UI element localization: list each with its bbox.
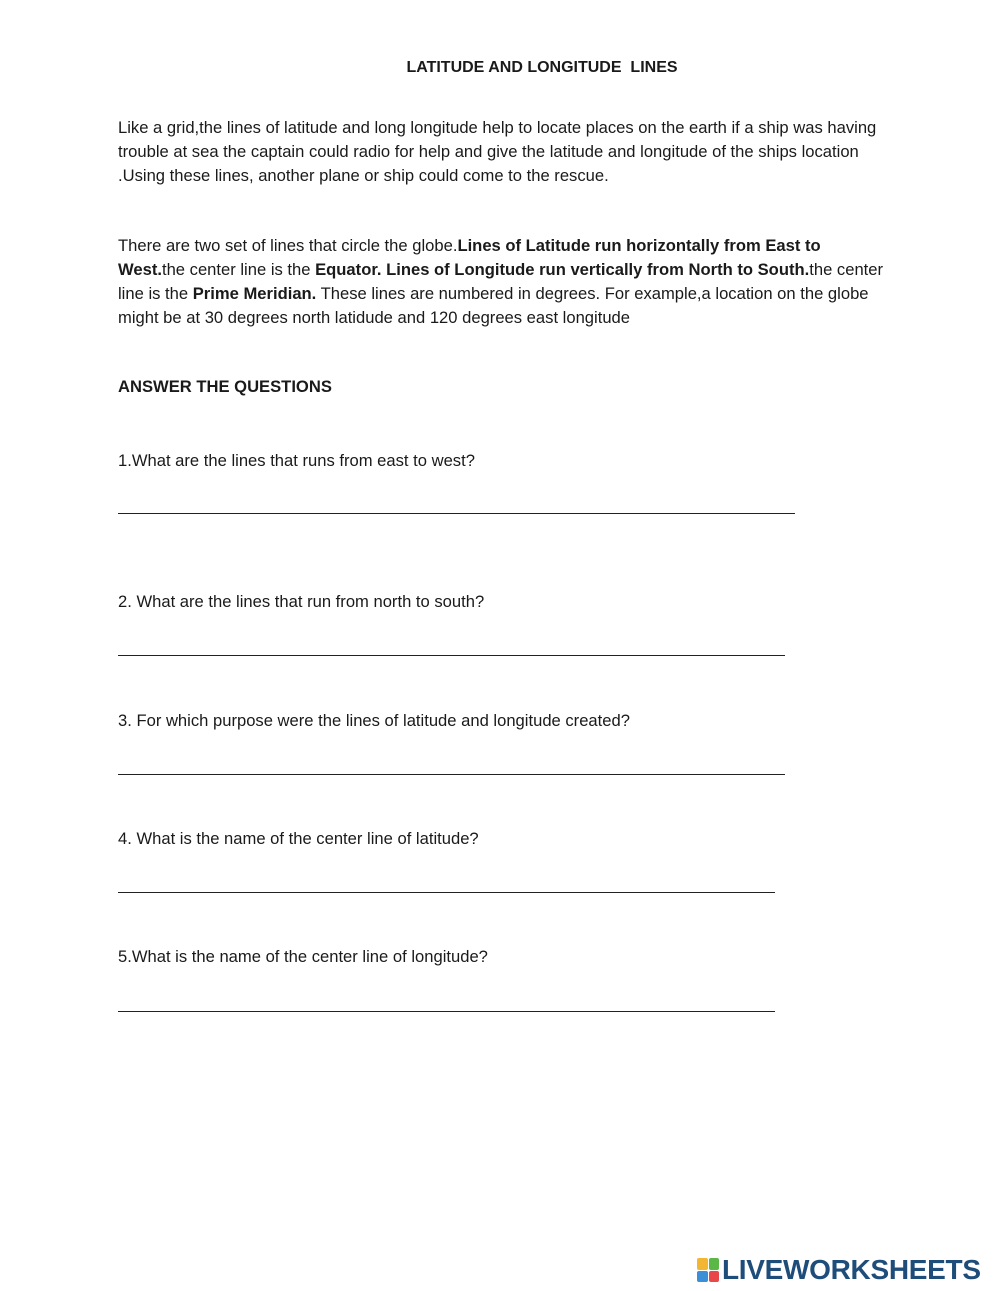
answer-line-4[interactable] <box>118 892 775 893</box>
logo-icon-tile-v <box>697 1271 708 1283</box>
question-4: 4. What is the name of the center line of latitude? <box>118 829 479 848</box>
prime-meridian-term: Prime Meridian. <box>192 284 317 303</box>
page-title: LATITUDE AND LONGITUDE LINES <box>406 59 678 76</box>
liveworksheets-logo <box>697 1255 981 1285</box>
logo-icon-tile-e <box>709 1271 720 1283</box>
question-1: 1.What are the lines that runs from east to west? <box>118 451 475 470</box>
logo-icon <box>697 1258 719 1282</box>
section-heading: ANSWER THE QUESTIONS <box>118 377 332 396</box>
answer-line-5[interactable] <box>118 1011 775 1012</box>
lines-text-2: the center line is the <box>161 260 316 279</box>
answer-line-3[interactable] <box>118 774 785 775</box>
logo-icon-tile-l <box>697 1258 708 1270</box>
lines-paragraph <box>118 234 888 330</box>
latitude-definition: Lines of Latitude run horizontally from East to West. <box>118 236 821 279</box>
answer-line-1[interactable] <box>118 513 795 514</box>
question-5: 5.What is the name of the center line of longitude? <box>118 947 488 966</box>
logo-icon-tile-i <box>709 1258 720 1270</box>
question-3: 3. For which purpose were the lines of latitude and longitude created? <box>118 711 630 730</box>
intro-paragraph: Like a grid,the lines of latitude and long longitude help to locate places on the earth if a ship was having trouble at sea the captain could radio for help and give the latitude and longitude of the ships location .Using these lines, another plane or ship could come to the rescue. <box>118 118 877 185</box>
logo-text: LIVEWORKSHEETS <box>722 1254 981 1285</box>
equator-longitude-definition: Equator. Lines of Longitude run vertically from North to South. <box>315 260 810 279</box>
lines-text-3: the center line is the <box>118 260 884 303</box>
answer-line-2[interactable] <box>118 655 785 656</box>
question-2: 2. What are the lines that run from north to south? <box>118 592 485 611</box>
lines-text-1: There are two set of lines that circle the globe. <box>118 236 458 255</box>
lines-text-4: These lines are numbered in degrees. For example,a location on the globe might be at 30 degrees north latidude and 120 degrees east longitude <box>118 284 869 327</box>
